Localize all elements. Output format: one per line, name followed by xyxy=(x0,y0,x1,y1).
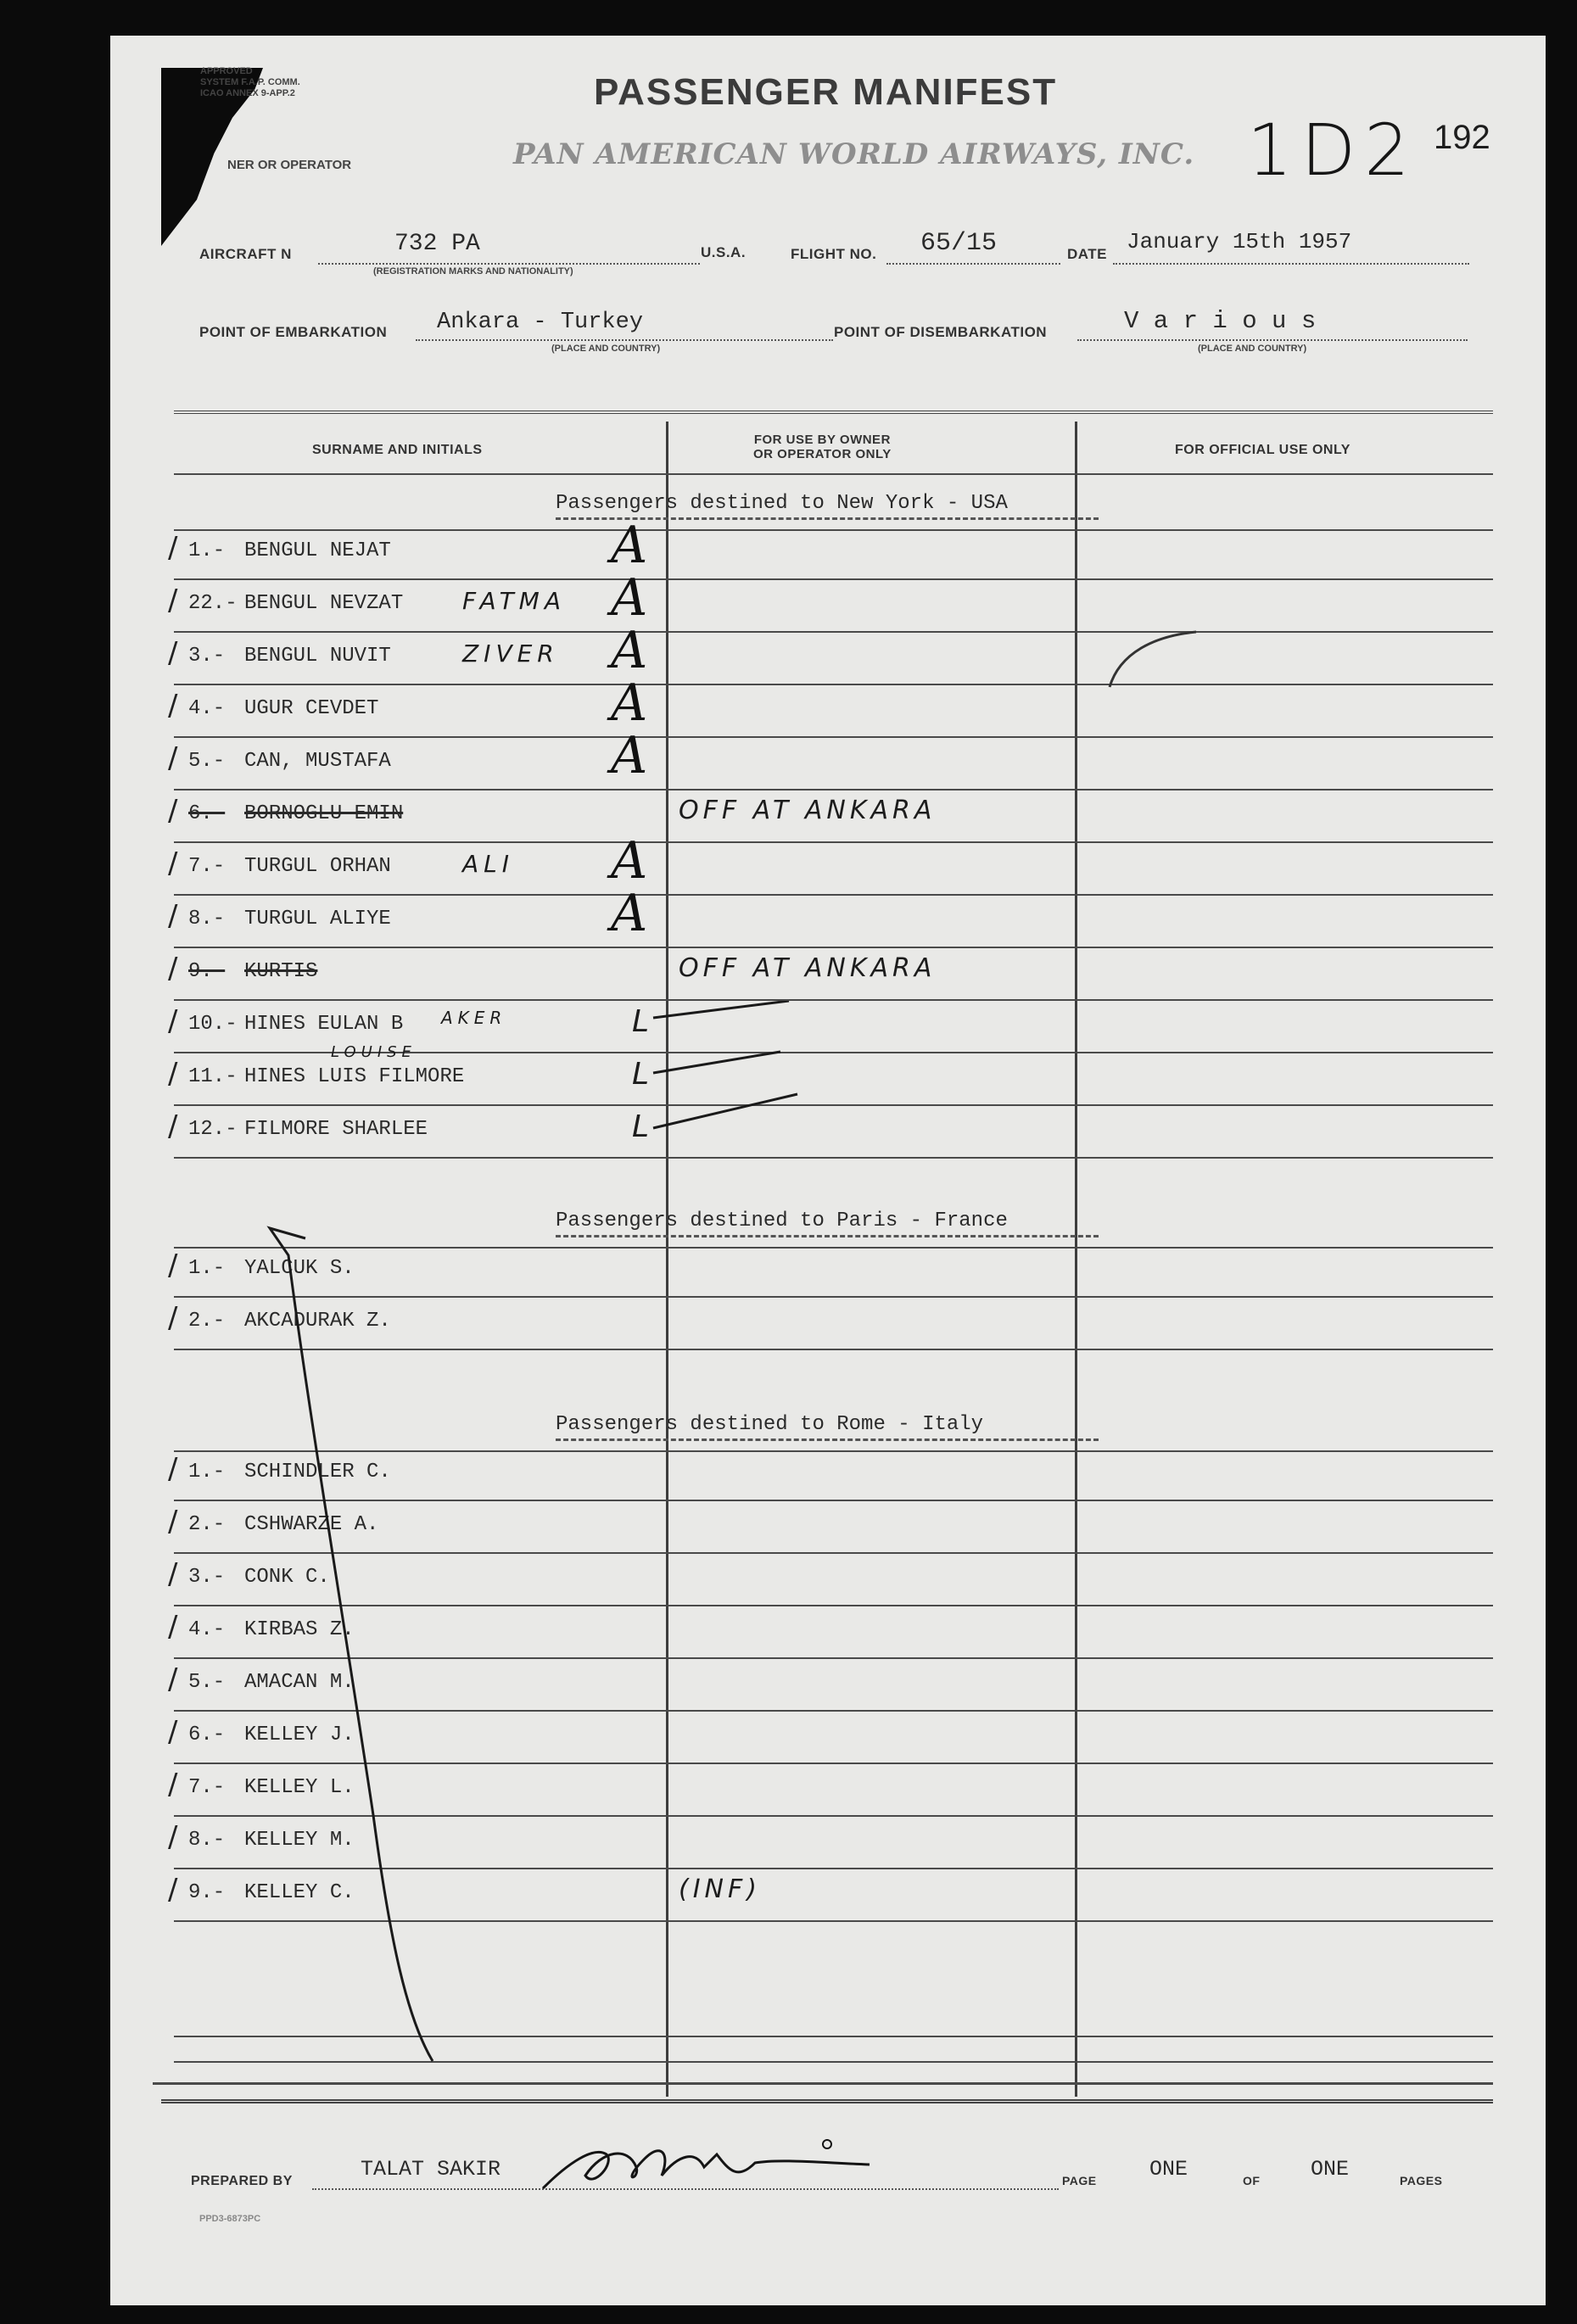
group-heading-underline xyxy=(556,1235,1099,1237)
tick-mark: / xyxy=(168,794,178,828)
column-divider-1 xyxy=(666,422,668,2097)
tick-mark: / xyxy=(168,1109,178,1143)
disembark-value: V a r i o u s xyxy=(1124,307,1317,335)
row-number: 12.- xyxy=(188,1118,238,1141)
tick-mark: / xyxy=(168,741,178,775)
row-rule xyxy=(174,999,1493,1001)
tick-mark: / xyxy=(168,899,178,933)
signature xyxy=(534,2129,874,2197)
aircraft-label: AIRCRAFT N xyxy=(199,246,292,262)
approval-stamp xyxy=(200,66,300,99)
tick-mark: / xyxy=(168,584,178,617)
tick-mark: / xyxy=(168,1768,178,1802)
check-strokes xyxy=(645,1001,823,1137)
tick-mark: / xyxy=(168,1820,178,1854)
flight-value: 65/15 xyxy=(920,229,998,258)
official-scribble xyxy=(1103,628,1205,696)
date-field xyxy=(1113,263,1469,265)
col-header-official: FOR OFFICIAL USE ONLY xyxy=(1175,443,1351,457)
header-rule xyxy=(174,473,1493,475)
status-mark: L xyxy=(632,1004,655,1039)
group-heading: Passengers destined to New York - USA xyxy=(556,492,1008,515)
page-number: 192 xyxy=(1434,119,1490,156)
airline-name: PAN AMERICAN WORLD AIRWAYS, INC. xyxy=(513,137,1195,171)
status-mark: L xyxy=(632,1109,655,1144)
prepared-value: TALAT SAKIR xyxy=(361,2157,501,2182)
tick-mark: / xyxy=(168,1249,178,1282)
of-label: OF xyxy=(1243,2174,1261,2187)
group-heading: Passengers destined to Rome - Italy xyxy=(556,1413,984,1436)
row-number: 5.- xyxy=(188,750,226,773)
status-note: OFF AT ANKARA xyxy=(679,953,937,983)
passenger-name: KIRBAS Z. xyxy=(244,1618,355,1641)
row-number: 22.- xyxy=(188,592,238,615)
page-title: PASSENGER MANIFEST xyxy=(594,71,1058,113)
row-rule xyxy=(174,789,1493,790)
row-number: 8.- xyxy=(188,1829,226,1852)
passenger-name: HINES LUIS FILMORE xyxy=(244,1065,465,1088)
handwritten-name: LOUISE xyxy=(331,1043,417,1061)
tick-mark: / xyxy=(168,846,178,880)
handwritten-code: 1D2 xyxy=(1247,109,1418,192)
passenger-name: BORNOGLU EMIN xyxy=(244,802,404,825)
disembark-field xyxy=(1077,339,1468,341)
row-rule xyxy=(174,631,1493,633)
passenger-name: KELLEY L. xyxy=(244,1776,355,1799)
col-header-names: SURNAME AND INITIALS xyxy=(312,443,483,457)
handwritten-name: FATMA xyxy=(462,587,566,615)
row-rule xyxy=(174,841,1493,843)
status-mark: A xyxy=(611,884,648,943)
tick-mark: / xyxy=(168,1004,178,1038)
system-text: SYSTEM F.A.P. COMM. xyxy=(200,77,300,87)
row-rule xyxy=(174,1157,1493,1159)
passenger-name: TURGUL ORHAN xyxy=(244,855,391,878)
aircraft-sub: (REGISTRATION MARKS AND NATIONALITY) xyxy=(373,266,573,277)
aircraft-value: 732 PA xyxy=(394,231,480,257)
handwritten-name: ZIVER xyxy=(462,640,559,668)
handwritten-name: ALI xyxy=(462,850,515,878)
form-code: PPD3-6873PC xyxy=(199,2214,261,2224)
row-number: 3.- xyxy=(188,645,226,668)
row-number: 1.- xyxy=(188,1257,226,1280)
status-mark: A xyxy=(611,621,648,680)
row-number: 4.- xyxy=(188,1618,226,1641)
tick-mark: / xyxy=(168,1505,178,1539)
passenger-name: KURTIS xyxy=(244,960,318,983)
handwritten-name: AKER xyxy=(441,1008,507,1028)
status-mark: A xyxy=(611,516,648,575)
tick-mark: / xyxy=(168,1662,178,1696)
row-number: 1.- xyxy=(188,1461,226,1483)
tick-mark: / xyxy=(168,636,178,670)
embark-value: Ankara - Turkey xyxy=(437,310,644,335)
passenger-name: UGUR CEVDET xyxy=(244,697,379,720)
group-rule xyxy=(174,529,1493,531)
disembark-label: POINT OF DISEMBARKATION xyxy=(834,324,1048,340)
row-number: 9.- xyxy=(188,960,226,983)
row-rule xyxy=(174,684,1493,685)
embark-field xyxy=(416,339,833,341)
passenger-name: CAN, MUSTAFA xyxy=(244,750,391,773)
row-number: 5.- xyxy=(188,1671,226,1694)
status-note: OFF AT ANKARA xyxy=(679,796,937,825)
disembark-sub: (PLACE AND COUNTRY) xyxy=(1198,344,1307,354)
status-mark: A xyxy=(611,726,648,785)
tick-mark: / xyxy=(168,1301,178,1335)
row-number: 1.- xyxy=(188,539,226,562)
table-bottom-rule xyxy=(161,2099,1493,2103)
pages-label: PAGES xyxy=(1400,2174,1443,2187)
row-number: 2.- xyxy=(188,1513,226,1536)
icao-text: ICAO ANNEX 9-APP.2 xyxy=(200,88,295,98)
column-divider-2 xyxy=(1075,422,1077,2097)
page-label: PAGE xyxy=(1062,2174,1097,2187)
status-mark: L xyxy=(632,1057,655,1092)
status-note: (INF) xyxy=(679,1874,761,1904)
col-header-owner-line2: OR OPERATOR ONLY xyxy=(753,447,892,461)
tick-mark: / xyxy=(168,1610,178,1644)
group-heading-underline xyxy=(556,1439,1099,1441)
passenger-name: TURGUL ALIYE xyxy=(244,908,391,930)
row-number: 8.- xyxy=(188,908,226,930)
passenger-name: HINES EULAN B xyxy=(244,1013,404,1036)
passenger-name: KELLEY M. xyxy=(244,1829,355,1852)
tick-mark: / xyxy=(168,531,178,565)
tick-mark: / xyxy=(168,952,178,986)
row-rule xyxy=(174,736,1493,738)
row-number: 7.- xyxy=(188,855,226,878)
col-header-owner xyxy=(753,433,892,461)
row-number: 11.- xyxy=(188,1065,238,1088)
table-top-rule xyxy=(174,411,1493,414)
flight-label: FLIGHT NO. xyxy=(791,246,877,262)
passenger-name: BENGUL NEVZAT xyxy=(244,592,404,615)
tick-mark: / xyxy=(168,1715,178,1749)
of-value: ONE xyxy=(1311,2157,1350,2182)
tick-mark: / xyxy=(168,1057,178,1091)
status-mark: A xyxy=(611,831,648,891)
row-number: 6.- xyxy=(188,802,226,825)
prepared-label: PREPARED BY xyxy=(191,2174,293,2188)
passenger-name: KELLEY C. xyxy=(244,1881,355,1904)
passenger-name: KELLEY J. xyxy=(244,1723,355,1746)
status-mark: A xyxy=(611,673,648,733)
date-value: January 15th 1957 xyxy=(1127,229,1352,254)
margin-bracket xyxy=(254,1221,458,2087)
tick-mark: / xyxy=(168,689,178,723)
row-number: 3.- xyxy=(188,1566,226,1589)
row-number: 6.- xyxy=(188,1723,226,1746)
embark-label: POINT OF EMBARKATION xyxy=(199,324,388,340)
tick-mark: / xyxy=(168,1873,178,1907)
row-number: 4.- xyxy=(188,697,226,720)
status-mark: A xyxy=(611,568,648,628)
row-number: 2.- xyxy=(188,1310,226,1332)
owner-label: NER OR OPERATOR xyxy=(227,158,352,172)
passenger-name: SCHINDLER C. xyxy=(244,1461,391,1483)
passenger-name: BENGUL NUVIT xyxy=(244,645,391,668)
aircraft-field xyxy=(318,263,700,265)
row-rule xyxy=(174,894,1493,896)
approved-text: APPROVED xyxy=(200,66,253,76)
row-number: 7.- xyxy=(188,1776,226,1799)
passenger-name: CSHWARZE A. xyxy=(244,1513,379,1536)
col-header-owner-line1: FOR USE BY OWNER xyxy=(753,433,891,447)
tick-mark: / xyxy=(168,1452,178,1486)
passenger-name: FILMORE SHARLEE xyxy=(244,1118,428,1141)
passenger-name: BENGUL NEJAT xyxy=(244,539,391,562)
country-label: U.S.A. xyxy=(701,244,747,260)
row-number: 9.- xyxy=(188,1881,226,1904)
passenger-name: CONK C. xyxy=(244,1566,330,1589)
row-rule xyxy=(174,1104,1493,1106)
date-label: DATE xyxy=(1067,246,1108,262)
page-value: ONE xyxy=(1149,2157,1188,2182)
passenger-name: AMACAN M. xyxy=(244,1671,355,1694)
embark-sub: (PLACE AND COUNTRY) xyxy=(551,344,661,354)
row-rule xyxy=(174,578,1493,580)
group-heading: Passengers destined to Paris - France xyxy=(556,1209,1008,1232)
passenger-name: AKCADURAK Z. xyxy=(244,1310,391,1332)
passenger-name: YALCUK S. xyxy=(244,1257,355,1280)
row-number: 10.- xyxy=(188,1013,238,1036)
flight-field xyxy=(886,263,1060,265)
tick-mark: / xyxy=(168,1557,178,1591)
row-rule xyxy=(174,947,1493,948)
